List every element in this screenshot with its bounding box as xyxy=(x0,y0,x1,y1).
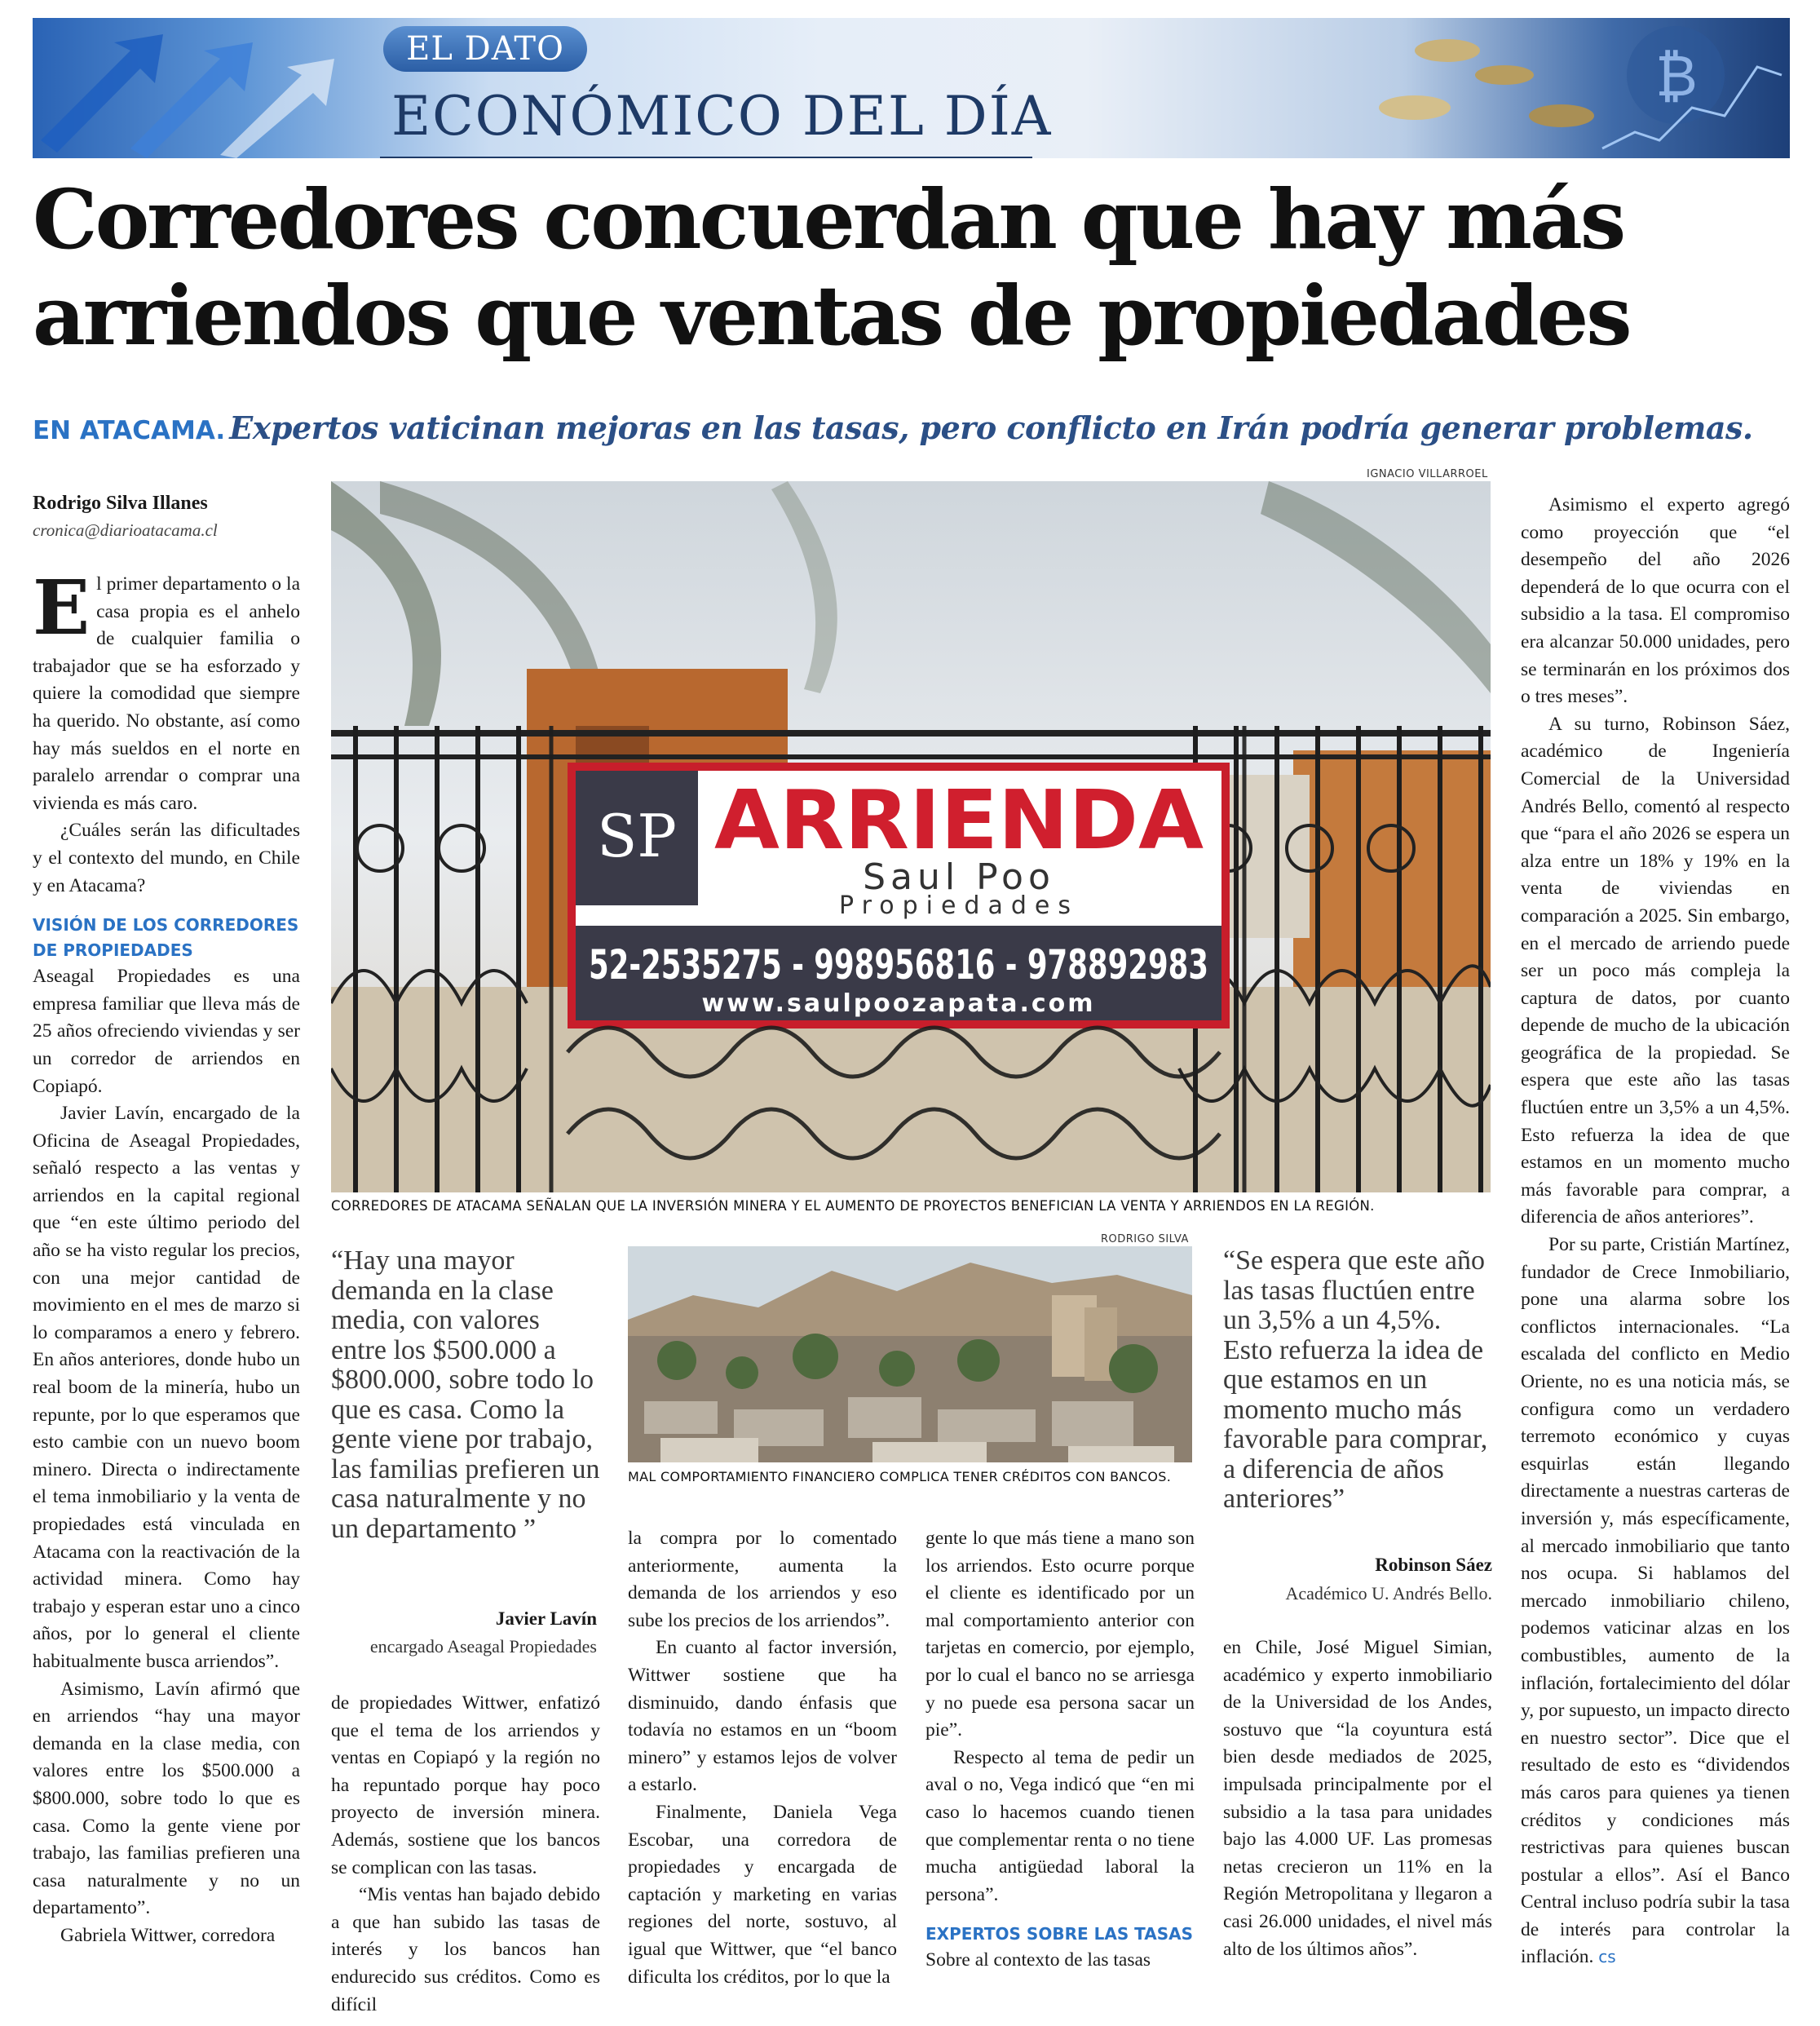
sign-brand: Saul Poo xyxy=(863,856,1055,898)
deck-text: Expertos vaticinan mejoras en las tasas, pero conflicto en Irán podría generar problemas. xyxy=(229,409,1753,446)
pull-quote-right-role: Académico U. Andrés Bello. xyxy=(1285,1583,1492,1604)
photo-credit-main: IGNACIO VILLARROEL xyxy=(1367,468,1488,480)
headline xyxy=(33,171,1794,364)
section-title: ECONÓMICO DEL DÍA xyxy=(391,85,1053,148)
paragraph: Aseagal Propiedades es una empresa familiar que lleva más de 25 años ofreciendo viviendas y ser un corredor de arriendos en Copiapó. xyxy=(33,966,300,1097)
section-title-underline xyxy=(380,157,1032,158)
column-1 xyxy=(33,564,300,1950)
pull-quote-right-name: Robinson Sáez xyxy=(1375,1555,1492,1575)
sign-phones: 52-2535275 - 998956816 - 978892983 xyxy=(589,941,1208,989)
pull-quote-left-role: encargado Aseagal Propiedades xyxy=(369,1636,597,1657)
pull-quote-left: “Hay una mayor demanda en la clase media, con valores entre los $500.000 a $800.000, sobre todo lo que es casa. Como la gente viene por trabajo, las familias prefieren un casa naturalmente y no un departamento ” xyxy=(331,1245,600,1544)
svg-text:₿: ₿ xyxy=(1655,42,1698,109)
city-photo xyxy=(628,1246,1192,1462)
paragraph: en Chile, José Miguel Simian, académico y experto inmobiliario de la Universidad de los Andes, sostuvo que “la coyuntura está bien desde mediados de 2025, impulsada principalmente por el subsidio a la tasa para unidades bajo las 4.000 UF. Las promesas netas crecieron un 11% en la Región Metropolitana y llegaron a casi 26.000 unidades, el nivel más alto de los últimos años”. xyxy=(1223,1637,1492,1960)
sign-brand-sub: Propiedades xyxy=(839,891,1079,920)
city-photo-caption: MAL COMPORTAMIENTO FINANCIERO COMPLICA TENER CRÉDITOS CON BANCOS. xyxy=(628,1469,1172,1484)
byline-author: Rodrigo Silva Illanes xyxy=(33,493,208,514)
pull-quote-right: “Se espera que este año las tasas fluctúen entre un 3,5% a un 4,5%. Esto refuerza la idea de que estamos en un momento mucho más favorable para comprar, a diferencia de años anteriores” xyxy=(1223,1245,1488,1514)
section-banner xyxy=(33,18,1790,158)
paragraph: Sobre al contexto de las tasas xyxy=(925,1949,1151,1971)
photo-credit-small: RODRIGO SILVA xyxy=(1101,1233,1189,1245)
main-photo xyxy=(331,481,1491,1192)
end-mark: cs xyxy=(1598,1947,1616,1967)
deck-kicker: EN ATACAMA. xyxy=(33,416,226,445)
subheading-expertos: EXPERTOS SOBRE LAS TASAS xyxy=(925,1924,1194,1944)
column-4 xyxy=(925,1525,1195,1975)
paragraph: ¿Cuáles serán las dificultades y el contexto del mundo, en Chile y en Atacama? xyxy=(33,820,300,896)
copiapo-cityscape xyxy=(628,1246,1192,1462)
paragraph: A su turno, Robinson Sáez, académico de Ingeniería Comercial de la Universidad Andrés Bello, comentó al respecto que “para el año 2026 se espera un alza entre un 18% y 19% en la venta de viviendas en comparación a 2025. Sin embargo, en el mercado de arriendo puede ser un poco más compleja la captura de datos, por cuanto depende de mucho de la ubicación geográfica de la propiedad. Se espera que este año las tasas fluctúen entre un 3,5% a un 4,5%. Esto refuerza la idea de que estamos en un momento mucho más favorable para comprar, a diferencia de años anteriores”. xyxy=(1521,713,1790,1228)
paragraph: Finalmente, Daniela Vega Escobar, una corredora de propiedades y encargada de captación y marketing en varias regiones del norte, sostuvo, al igual que Wittwer, que “el banco dificulta los créditos, por lo que la xyxy=(628,1801,897,1988)
column-6 xyxy=(1521,492,1790,1971)
el-dato-badge: EL DATO xyxy=(383,26,587,72)
paragraph: la compra por lo comentado anteriormente, aumenta la demanda de los arriendos y eso sube los precios de los arriendos”. xyxy=(628,1528,897,1631)
paragraph: Respecto al tema de pedir un aval o no, Vega indicó que “en mi caso lo hacemos cuando tienen que complementar renta o no tiene mucha antigüedad laboral la persona”. xyxy=(925,1746,1195,1905)
paragraph: El primer departamento o la casa propia es el anhelo de cualquier familia o trabajador que se ha esforzado y quiere la comodidad que siempre ha querido. No obstante, así como hay más sueldos en el norte en paralelo arrendar o comprar una vivienda es más caro. xyxy=(33,564,300,814)
pull-quote-left-name: Javier Lavín xyxy=(495,1608,597,1629)
paragraph: En cuanto al factor inversión, Wittwer sostiene que ha disminuido, dando énfasis que todavía no estamos en un “boom minero” y estamos lejos de volver a estarlo. xyxy=(628,1637,897,1796)
deck xyxy=(33,409,1802,446)
paragraph: “Mis ventas han bajado debido a que han subido las tasas de interés y los bancos han endurecido sus créditos. Como es difícil xyxy=(331,1884,600,2015)
column-2 xyxy=(331,1690,600,2019)
growth-arrows-graphic xyxy=(33,18,375,158)
paragraph: de propiedades Wittwer, enfatizó que el tema de los arriendos y ventas en Copiapó y la región no ha repuntado porque hay poco proyecto de inversión minera. Además, sostiene que los bancos se complican con las tasas. xyxy=(331,1692,600,1878)
paragraph: Gabriela Wittwer, corredora xyxy=(60,1924,276,1946)
paragraph: gente lo que más tiene a mano son los arriendos. Esto ocurre porque el cliente es identificado por un mal comportamiento anterior con tarjetas en comercio, por ejemplo, por lo cual el banco no se arriesga y no puede esa persona sacar un pie”. xyxy=(925,1528,1195,1741)
paragraph: Asimismo, Lavín afirmó que en arriendos “hay una mayor demanda en la clase media, con valores entre los $500.000 a $800.000, sobre todo lo que es casa. Como la gente viene por trabajo, las familias prefieren una casa naturalmente y no un departamento”. xyxy=(33,1678,300,1919)
rental-sign xyxy=(568,763,1230,1028)
byline-email[interactable]: cronica@diarioatacama.cl xyxy=(33,520,218,540)
subheading-corredores: VISIÓN DE LOS CORREDORES DE PROPIEDADES xyxy=(33,915,299,961)
dropcap: E xyxy=(33,564,91,652)
arrienda-sign-photo xyxy=(331,481,1491,1192)
paragraph: Javier Lavín, encargado de la Oficina de Aseagal Propiedades, señaló respecto a las ventas y arriendos en la capital regional que “en este último periodo del año se ha visto regular los precios, con una mejor cantidad de movimiento en el mes de marzo si lo comparamos a enero y febrero. En años anteriores, donde hubo un real boom de la minería, hubo un repunte, por lo que esperamos que esto cambie con un nuevo boom minero. Directa o indirectamente el tema inmobiliario y la venta de propiedades está vinculada en Atacama con la reactivación de la actividad minera. Como hay trabajo y esperan estar uno a cinco años, por lo general el cliente habitualmente busca arriendos”. xyxy=(33,1103,300,1672)
sign-logo: SP xyxy=(597,802,677,870)
column-3 xyxy=(628,1525,897,1991)
column-5 xyxy=(1223,1635,1492,1963)
coins-graphic xyxy=(1333,18,1790,158)
paragraph: Por su parte, Cristián Martínez, fundador de Crece Inmobiliario, pone una alarma sobre los conflictos internacionales. “La escalada del conflicto en Medio Oriente, no es una noticia más, se configura como un verdadero terremoto económico y cuyas esquirlas están llegando directamente a nuestras carteras de inversión y, más específicamente, al mercado inmobiliario que tanto nos ocupa. Si hablamos del mercado inmobiliario chileno, podemos vaticinar alzas en los combustibles, aumento de la inflación, fortalecimiento del dólar y, por supuesto, un impacto directo en nuestro sector”. Dice que el resultado de esto es “dividendos más caros para quienes ya tienen créditos y condiciones más restrictivas para quienes buscan postular a ellos”. Así el Banco Central incluso podría subir la tasa de interés para controlar la inflación. cs xyxy=(1521,1234,1790,1968)
paragraph: Asimismo el experto agregó como proyección que “el desempeño del año 2026 dependerá de lo que ocurra con el subsidio a la tasa. El compromiso era alcanzar 50.000 unidades, pero se terminarán en los próximos dos o tres meses”. xyxy=(1521,494,1790,708)
sign-web: www.saulpoozapata.com xyxy=(701,989,1096,1018)
main-photo-caption: CORREDORES DE ATACAMA SEÑALAN QUE LA INVERSIÓN MINERA Y EL AUMENTO DE PROYECTOS BENEFICIAN LA VENTA Y ARRIENDOS EN LA REGIÓN. xyxy=(331,1198,1375,1214)
headline-line-1: Corredores concuerdan que hay más xyxy=(33,171,1624,268)
sign-title: ARRIENDA xyxy=(714,772,1204,868)
headline-line-2: arriendos que ventas de propiedades xyxy=(33,268,1630,364)
